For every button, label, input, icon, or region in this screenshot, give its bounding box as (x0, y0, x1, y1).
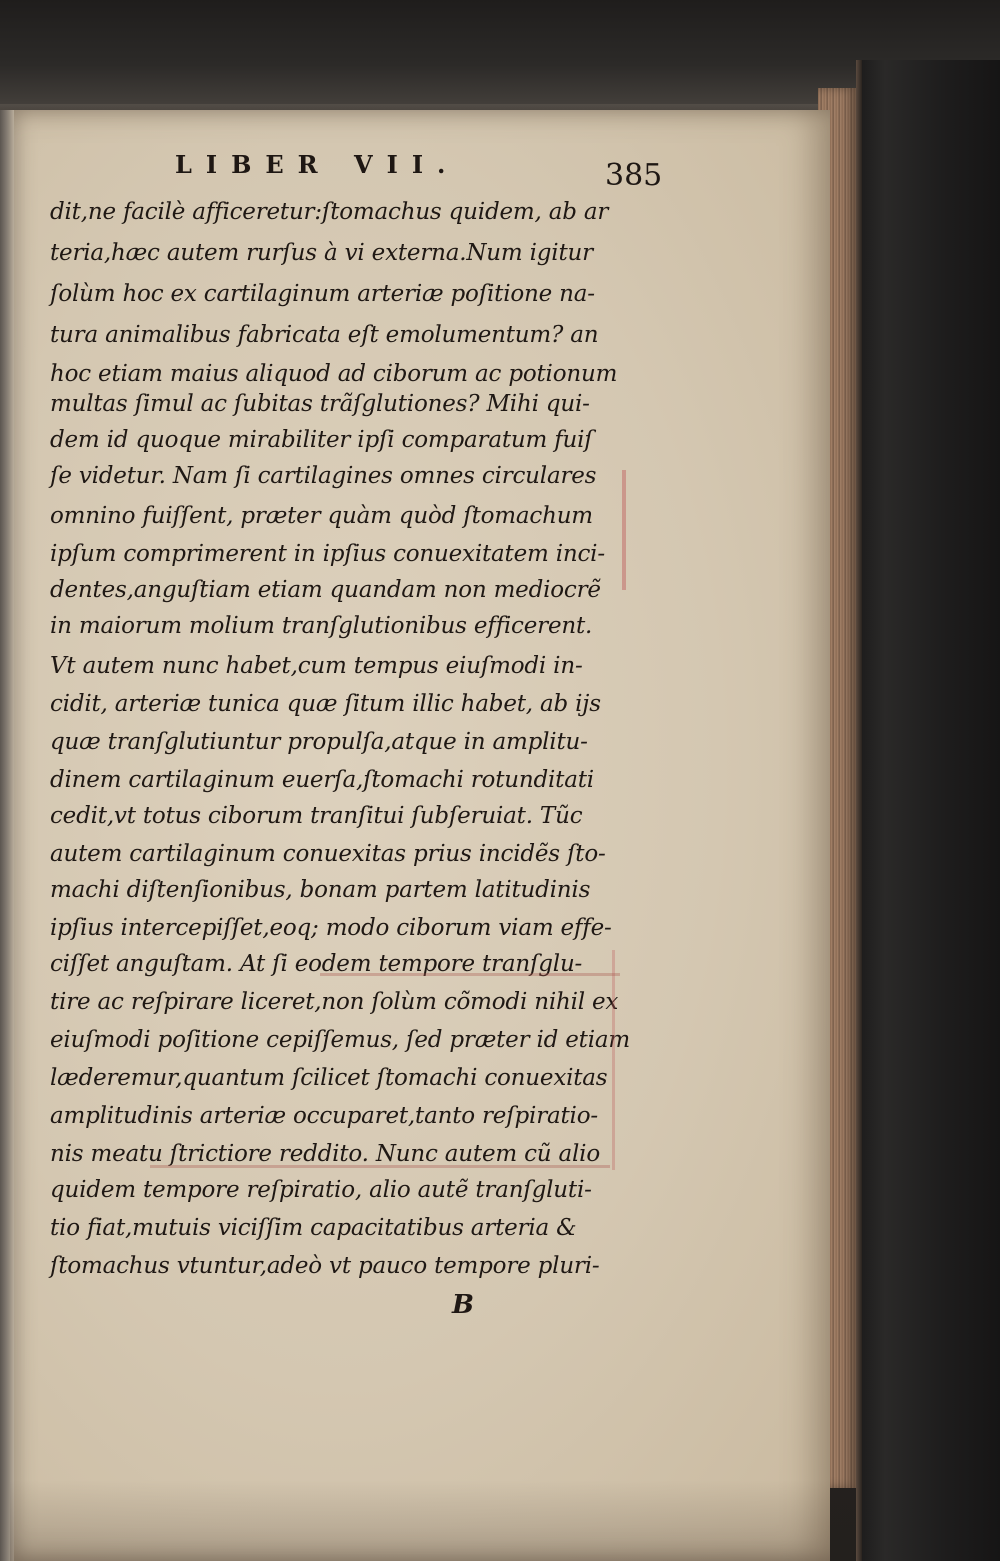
red-underline (320, 973, 620, 976)
text-line: ciſſet anguſtam. At ſi eodem tempore tranſglu- (50, 951, 583, 977)
text-line: teria,hæc autem rurſus à vi externa.Num igitur (50, 240, 593, 266)
text-line: eiuſmodi poſitione cepiſſemus, ſed præter id etiam (50, 1027, 630, 1053)
text-line: dinem cartilaginum euerſa,ſtomachi rotunditati (50, 767, 594, 793)
book-gutter (0, 110, 14, 1561)
text-line: Vt autem nunc habet,cum tempus eiuſmodi in- (50, 653, 583, 679)
text-line: dentes,anguſtiam etiam quandam non mediocrẽ (50, 577, 601, 603)
text-line: hoc etiam maius aliquod ad ciborum ac potionum (50, 361, 618, 387)
red-margin-mark (622, 470, 626, 590)
page-number: 385 (605, 158, 663, 193)
page-shadow (10, 1480, 830, 1561)
signature-mark: B (452, 1290, 474, 1320)
text-line: dit,ne facilè afficeretur:ſtomachus quidem, ab ar (50, 199, 609, 225)
text-line: ſe videtur. Nam ſi cartilagines omnes circulares (50, 463, 597, 489)
text-line: quidem tempore reſpiratio, alio autẽ tranſgluti- (50, 1177, 592, 1203)
red-margin-mark (612, 950, 615, 1170)
text-line: amplitudinis arteriæ occuparet,tanto reſpiratio- (50, 1103, 598, 1129)
text-line: nis meatu ſtrictiore reddito. Nunc autem cũ alio (50, 1141, 600, 1167)
text-line: tio fiat,mutuis viciſſim capacitatibus arteria & (50, 1215, 577, 1241)
text-line: cidit, arteriæ tunica quæ ſitum illic habet, ab ijs (50, 691, 601, 717)
text-line: tura animalibus fabricata eſt emolumentum? an (50, 322, 599, 348)
text-line: omnino fuiſſent, præter quàm quòd ſtomachum (50, 503, 593, 529)
text-line: machi diſtenſionibus, bonam partem latitudinis (50, 877, 591, 903)
red-underline (150, 1165, 610, 1168)
text-line: autem cartilaginum conuexitas prius incidẽs ſto- (50, 841, 606, 867)
text-line: ſtomachus vtuntur,adeò vt pauco tempore pluri- (50, 1253, 600, 1279)
text-line: quæ tranſglutiuntur propulſa,atque in amplitu- (50, 729, 588, 755)
text-line: in maiorum molium tranſglutionibus efficerent. (50, 613, 593, 639)
text-line: ſolùm hoc ex cartilaginum arteriæ poſitione na- (50, 281, 595, 307)
text-line: læderemur,quantum ſcilicet ſtomachi conuexitas (50, 1065, 608, 1091)
running-head: LIBER VII. (175, 150, 460, 179)
text-line: tire ac reſpirare liceret,non ſolùm cõmodi nihil ex (50, 989, 619, 1015)
text-line: dem id quoque mirabiliter ipſi comparatum fuiſ (50, 427, 593, 453)
text-line: cedit,vt totus ciborum tranſitui ſubſeruiat. Tũc (50, 803, 583, 829)
text-line: ipſius intercepiſſet,eoq; modo ciborum viam effe- (50, 915, 612, 941)
text-line: ipſum comprimerent in ipſius conuexitatem inci- (50, 541, 605, 567)
text-line: multas ſimul ac ſubitas trãſglutiones? Mihi qui- (50, 391, 590, 417)
book-cover (856, 60, 1000, 1561)
